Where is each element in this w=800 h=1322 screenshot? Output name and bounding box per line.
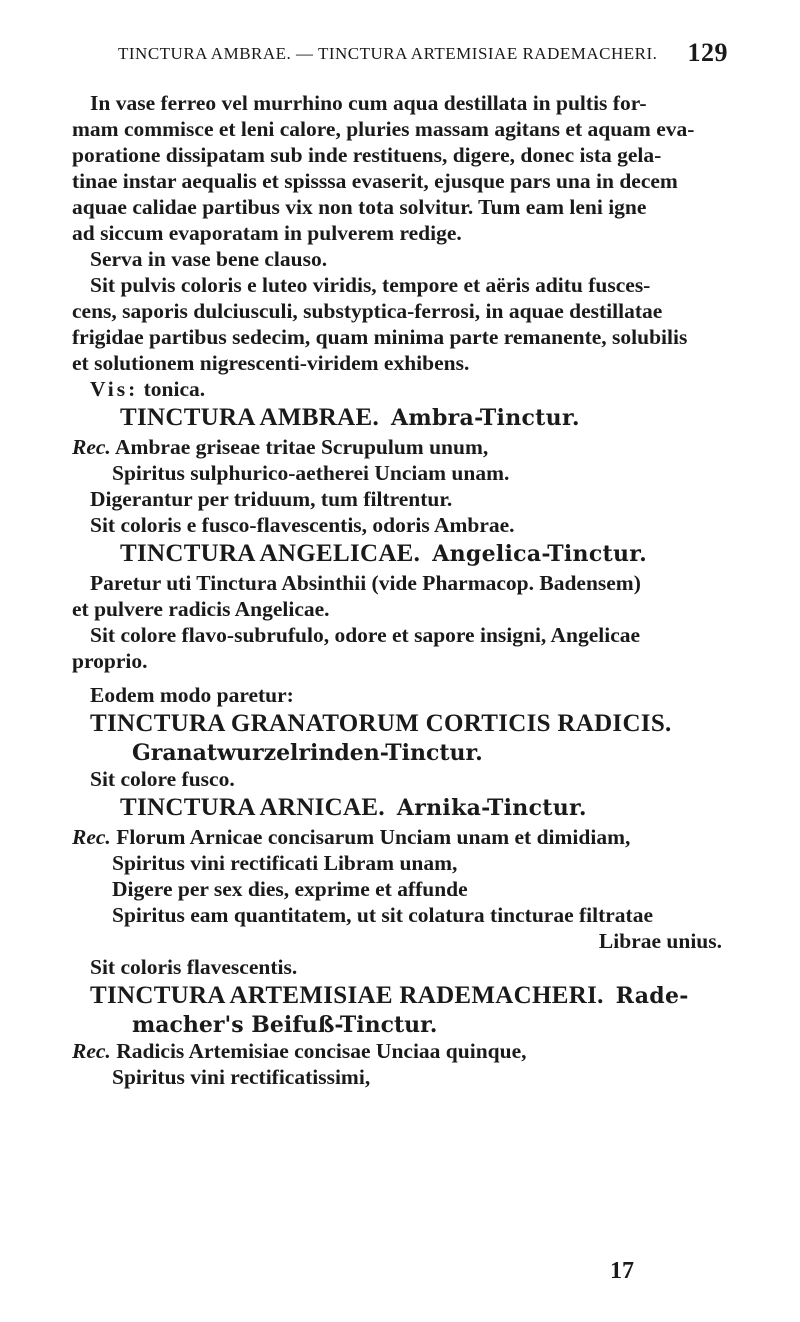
text-line: frigidae partibus sedecim, quam minima parte remanente, solubilis (72, 325, 688, 349)
granat-colour: Sit colore fusco. (90, 767, 235, 791)
rec-label: Rec. (72, 825, 111, 849)
text-line: ad siccum evaporatam in pulverem redige. (72, 221, 462, 245)
heading-german: Angelica-Tinctur. (432, 541, 648, 567)
paragraph-description (72, 272, 722, 376)
signature-mark: 17 (610, 1258, 634, 1284)
paragraph-angelicae-desc (72, 622, 722, 674)
heading-german: Rade- (615, 983, 689, 1009)
recipe-line: Spiritus vini rectificatissimi, (112, 1065, 371, 1089)
rec-label: Rec. (72, 435, 111, 459)
recipe-line: Sit coloris e fusco-flavescentis, odoris Ambrae. (90, 513, 515, 537)
recipe-artemisiae (72, 1038, 722, 1064)
recipe-line: Digerantur per triduum, tum filtrentur. (90, 487, 453, 511)
running-title: TINCTURA AMBRAE. — TINCTURA ARTEMISIAE RADEMACHERI. (118, 44, 658, 63)
heading-tinctura-artemisiae (72, 980, 722, 1012)
text-line: Sit pulvis coloris e luteo viridis, tempore et aëris aditu fusces- (90, 273, 651, 297)
vis-label: Vis: (90, 377, 139, 401)
heading-latin: TINCTURA ANGELICAE. (120, 540, 421, 567)
text-line: proprio. (72, 649, 148, 673)
rec-label: Rec. (72, 1039, 111, 1063)
recipe-line: Florum Arnicae concisarum Unciam unam et dimidiam, (116, 825, 631, 849)
text-line: Sit colore flavo-subrufulo, odore et sapore insigni, Angelicae (90, 623, 641, 647)
recipe-line: Spiritus sulphurico-aetherei Unciam unam. (112, 461, 510, 485)
paragraph-preparation (72, 90, 722, 246)
vis-value: tonica. (143, 377, 206, 401)
recipe-line: Librae unius. (598, 929, 722, 953)
recipe-line: Ambrae griseae tritae Scrupulum unum, (115, 435, 489, 459)
heading-tinctura-angelicae (72, 538, 722, 570)
heading-latin: TINCTURA AMBRAE. (120, 404, 379, 431)
page-number: 129 (687, 38, 728, 67)
paragraph-storage: Serva in vase bene clauso. (90, 247, 328, 271)
text-line: Paretur uti Tinctura Absinthii (vide Pharmacop. Badensem) (90, 571, 641, 595)
page-body (72, 90, 722, 1090)
text-line: In vase ferreo vel murrhino cum aqua destillata in pultis for- (90, 91, 647, 115)
heading-german: macher's Beifuß-Tinctur. (132, 1012, 438, 1038)
heading-german: Arnika-Tinctur. (396, 795, 587, 821)
vis-line (72, 376, 722, 402)
text-line: poratione dissipatam sub inde restituens, digere, donec ista gela- (72, 143, 662, 167)
text-line: cens, saporis dulciusculi, substyptica-ferrosi, in aquae destillatae (72, 299, 663, 323)
recipe-line: Spiritus vini rectificati Libram unam, (112, 851, 458, 875)
text-line: et solutionem nigrescenti-viridem exhibens. (72, 351, 470, 375)
recipe-line: Spiritus eam quantitatem, ut sit colatura tincturae filtratae (112, 903, 654, 927)
recipe-line: Digere per sex dies, exprime et affunde (112, 877, 468, 901)
heading-latin: TINCTURA ARNICAE. (120, 794, 385, 821)
heading-latin: TINCTURA ARTEMISIAE RADEMACHERI. (90, 982, 604, 1009)
text-line: mam commisce et leni calore, pluries massam agitans et aquam eva- (72, 117, 695, 141)
heading-german: Granatwurzelrinden-Tinctur. (132, 740, 483, 766)
heading-german: Ambra-Tinctur. (391, 405, 580, 431)
heading-tinctura-granatorum: TINCTURA GRANATORUM CORTICIS RADICIS. (90, 710, 672, 737)
recipe-ambrae (72, 434, 722, 460)
eodem-modo: Eodem modo paretur: (90, 683, 294, 707)
heading-tinctura-arnicae (72, 792, 722, 824)
heading-tinctura-ambrae (72, 402, 722, 434)
recipe-arnicae (72, 824, 722, 850)
text-line: et pulvere radicis Angelicae. (72, 597, 330, 621)
text-line: tinae instar aequalis et spisssa evaserit, ejusque pars una in decem (72, 169, 678, 193)
paragraph-angelicae-prep (72, 570, 722, 622)
recipe-line: Radicis Artemisiae concisae Unciaa quinque, (116, 1039, 527, 1063)
arnicae-colour: Sit coloris flavescentis. (90, 955, 298, 979)
text-line: aquae calidae partibus vix non tota solvitur. Tum eam leni igne (72, 195, 647, 219)
